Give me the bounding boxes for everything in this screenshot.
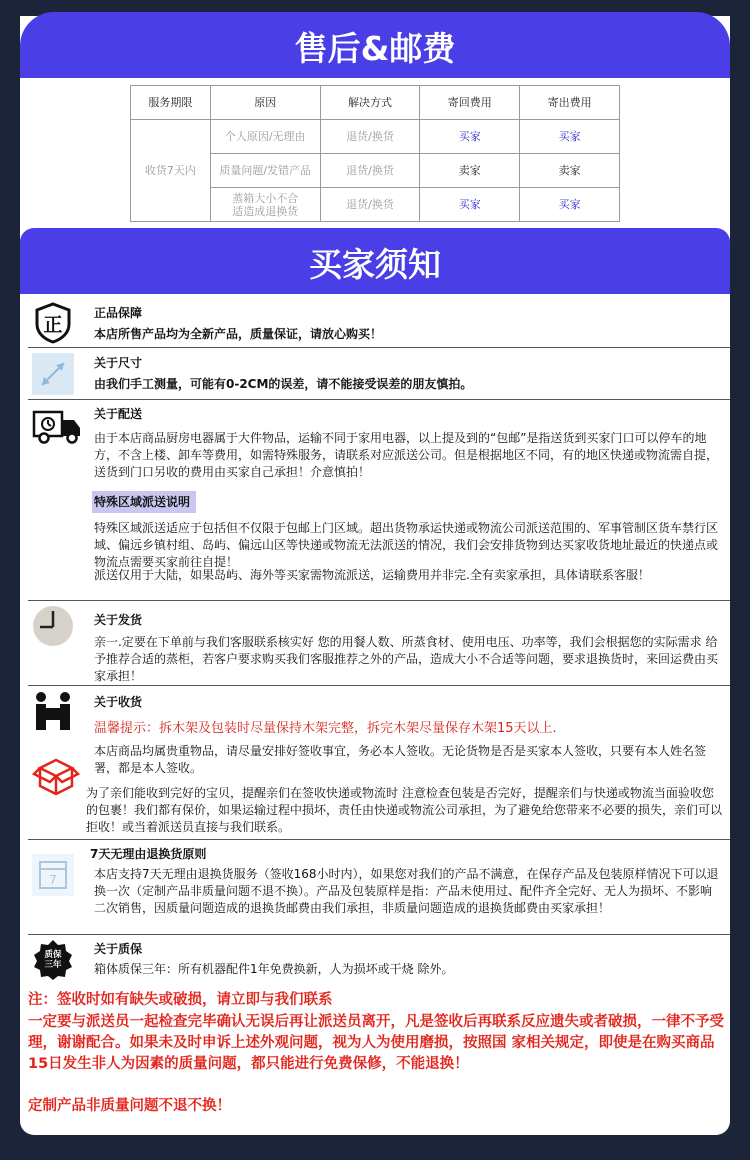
reason-line: 适造成退换货	[232, 204, 299, 218]
special-area-tag: 特殊区域派送说明	[92, 491, 196, 513]
clock-icon	[32, 605, 74, 647]
return-fee-cell: 卖家	[420, 154, 520, 188]
send-fee-cell: 买家	[520, 188, 620, 222]
warranty-block	[28, 935, 730, 985]
special-area-text: 特殊区域派送适应于包括但不仅限于包邮上门区域。超出货物承运快递或物流公司派送范围的、军事管制区货车禁行区域、偏远乡镇村组、岛屿、偏远山区等快递或物流无法派送的情况，我们会安排货物到达买家收货地址最近的快递点或物流点需要买家前往自提！	[94, 521, 719, 569]
notice-line-2: 一定要与派送员一起检查完毕确认无误后再让派送员离开，凡是签收后再联系反应遗失或者破损，一律不予受理，谢谢配合。如果未及时申诉上述外观问题，视为人为使用磨损，按照国 家相关规定，即使是在购买商品15日发生非人为因素的质量问题，都只能进行免费保修，不能退换！	[28, 1014, 724, 1072]
send-fee-cell: 卖家	[520, 154, 620, 188]
after-sales-banner	[20, 12, 730, 78]
header-period: 服务期限	[131, 86, 211, 120]
return-policy-title: 7天无理由退换货原则	[90, 847, 207, 861]
warranty-text: 箱体质保三年：所有机器配件1年免费换新，人为损坏或干烧 除外。	[94, 962, 454, 976]
resize-arrow-icon	[32, 353, 74, 395]
notice-line-3: 定制产品非质量问题不退不换！	[28, 1098, 231, 1114]
return-policy-text: 本店支持7天无理由退换货服务（签收168小时内），如果您对我们的产品不满意，在保存产品及包装原样情况下可以退换一次（定制产品非质量问题不退不换）。产品及包装原样是指：产品未使用过、配件齐全完好、无人为损坏、不影响二次销售，因质量问题造成的退换货邮费由我们承担，非质量问题造成的退换货邮费由买家承担！	[94, 867, 719, 915]
reason-cell	[210, 188, 320, 222]
receiving-block	[28, 686, 730, 840]
genuine-block	[28, 296, 730, 348]
delivery-text: 由于本店商品厨房电器属于大件物品，运输不同于家用电器，以上提及到的“包邮”是指送货到买家门口可以停车的地方，不含上楼、卸车等费用，如需特殊服务，请联系对应派送公司。但是根据地区不同，有的地区快递或物流需自提，送货到门口另收的费用由买家自己承担！介意慎拍！	[94, 431, 719, 479]
delivery-block	[28, 400, 730, 601]
genuine-title: 正品保障	[94, 306, 143, 320]
warranty-badge-line: 质保	[44, 950, 62, 960]
header-send-fee: 寄出费用	[520, 86, 620, 120]
warranty-badge-icon	[32, 939, 74, 981]
shipping-text: 亲一.定要在下单前与我们客服联系核实好 您的用餐人数、所蒸食材、使用电压、功率等，我们会根据您的实际需求 给予推荐合适的蒸柜，若客户要求购买我们客服推荐之外的产品，造成大小不合适等问题，要求退换货时，来回运费由买家承担！	[94, 635, 719, 683]
after-sales-title: 售后&邮费	[294, 29, 456, 68]
warranty-title: 关于质保	[94, 942, 143, 956]
table-header-row	[131, 86, 620, 120]
shipping-title: 关于发货	[94, 613, 143, 627]
reason-line: 蒸箱大小不合	[232, 191, 299, 205]
solution-cell: 退货/换货	[320, 154, 420, 188]
shipping-block	[28, 601, 730, 686]
return-fee-cell: 买家	[420, 120, 520, 154]
return-fee-cell: 买家	[420, 188, 520, 222]
warm-tip-text: 温馨提示：拆木架及包装时尽量保持木架完整，拆完木架尽量保存木架15天以上.	[94, 721, 557, 736]
warranty-badge-line: 三年	[44, 960, 62, 970]
genuine-text: 本店所售产品均为全新产品，质量保证，请放心购买！	[94, 327, 383, 341]
table-row	[131, 120, 620, 154]
receiving-text-2: 为了亲们能收到完好的宝贝，提醒亲们在签收快递或物流时 注意检查包装是否完好，提醒亲们与快递或物流当面验收您的包裹！我们都有保价，如果运输过程中损坏，责任由快递或物流公司承担，为了避免给您带来不必要的损失，亲们可以拒收！或当着派送员直接与我们联系。	[86, 786, 723, 834]
genuine-seal-icon	[32, 302, 74, 344]
header-reason: 原因	[210, 86, 320, 120]
send-fee-cell: 买家	[520, 120, 620, 154]
size-title: 关于尺寸	[94, 356, 143, 370]
return-policy-block	[28, 840, 730, 935]
size-text: 由我们手工测量，可能有0-2CM的误差，请不能接受误差的朋友慎拍。	[94, 377, 473, 391]
notice-line-1: 注：签收时如有缺失或破损，请立即与我们联系	[28, 992, 333, 1008]
mainland-delivery-text: 派送仅用于大陆，如果岛屿、海外等买家需物流派送，运输费用并非完.全有卖家承担，具体请联系客服！	[94, 568, 650, 582]
header-solution: 解决方式	[320, 86, 420, 120]
delivery-title: 关于配送	[94, 407, 143, 421]
solution-cell: 退货/换货	[320, 188, 420, 222]
calendar-7-icon	[32, 854, 74, 896]
package-box-icon	[32, 754, 80, 796]
receiving-text-1: 本店商品均属贵重物品，请尽量安排好签收事宜，务必本人签收。无论货物是否是买家本人签收，只要有本人姓名签署，都是本人签收。	[94, 744, 707, 775]
handover-icon	[32, 690, 74, 732]
solution-cell: 退货/换货	[320, 120, 420, 154]
receiving-title: 关于收货	[94, 695, 143, 709]
svg-text:正: 正	[43, 314, 63, 336]
header-return-fee: 寄回费用	[420, 86, 520, 120]
reason-cell: 个人原因/无理由	[210, 120, 320, 154]
size-block	[28, 348, 730, 400]
after-sales-table	[130, 85, 620, 222]
delivery-truck-icon	[32, 404, 84, 446]
reason-cell: 质量问题/发错产品	[210, 154, 320, 188]
buyer-notice-banner	[20, 228, 730, 294]
buyer-notice-title: 买家须知	[309, 245, 441, 284]
service-period-cell: 收货7天内	[131, 120, 211, 222]
svg-text:7: 7	[49, 873, 57, 887]
